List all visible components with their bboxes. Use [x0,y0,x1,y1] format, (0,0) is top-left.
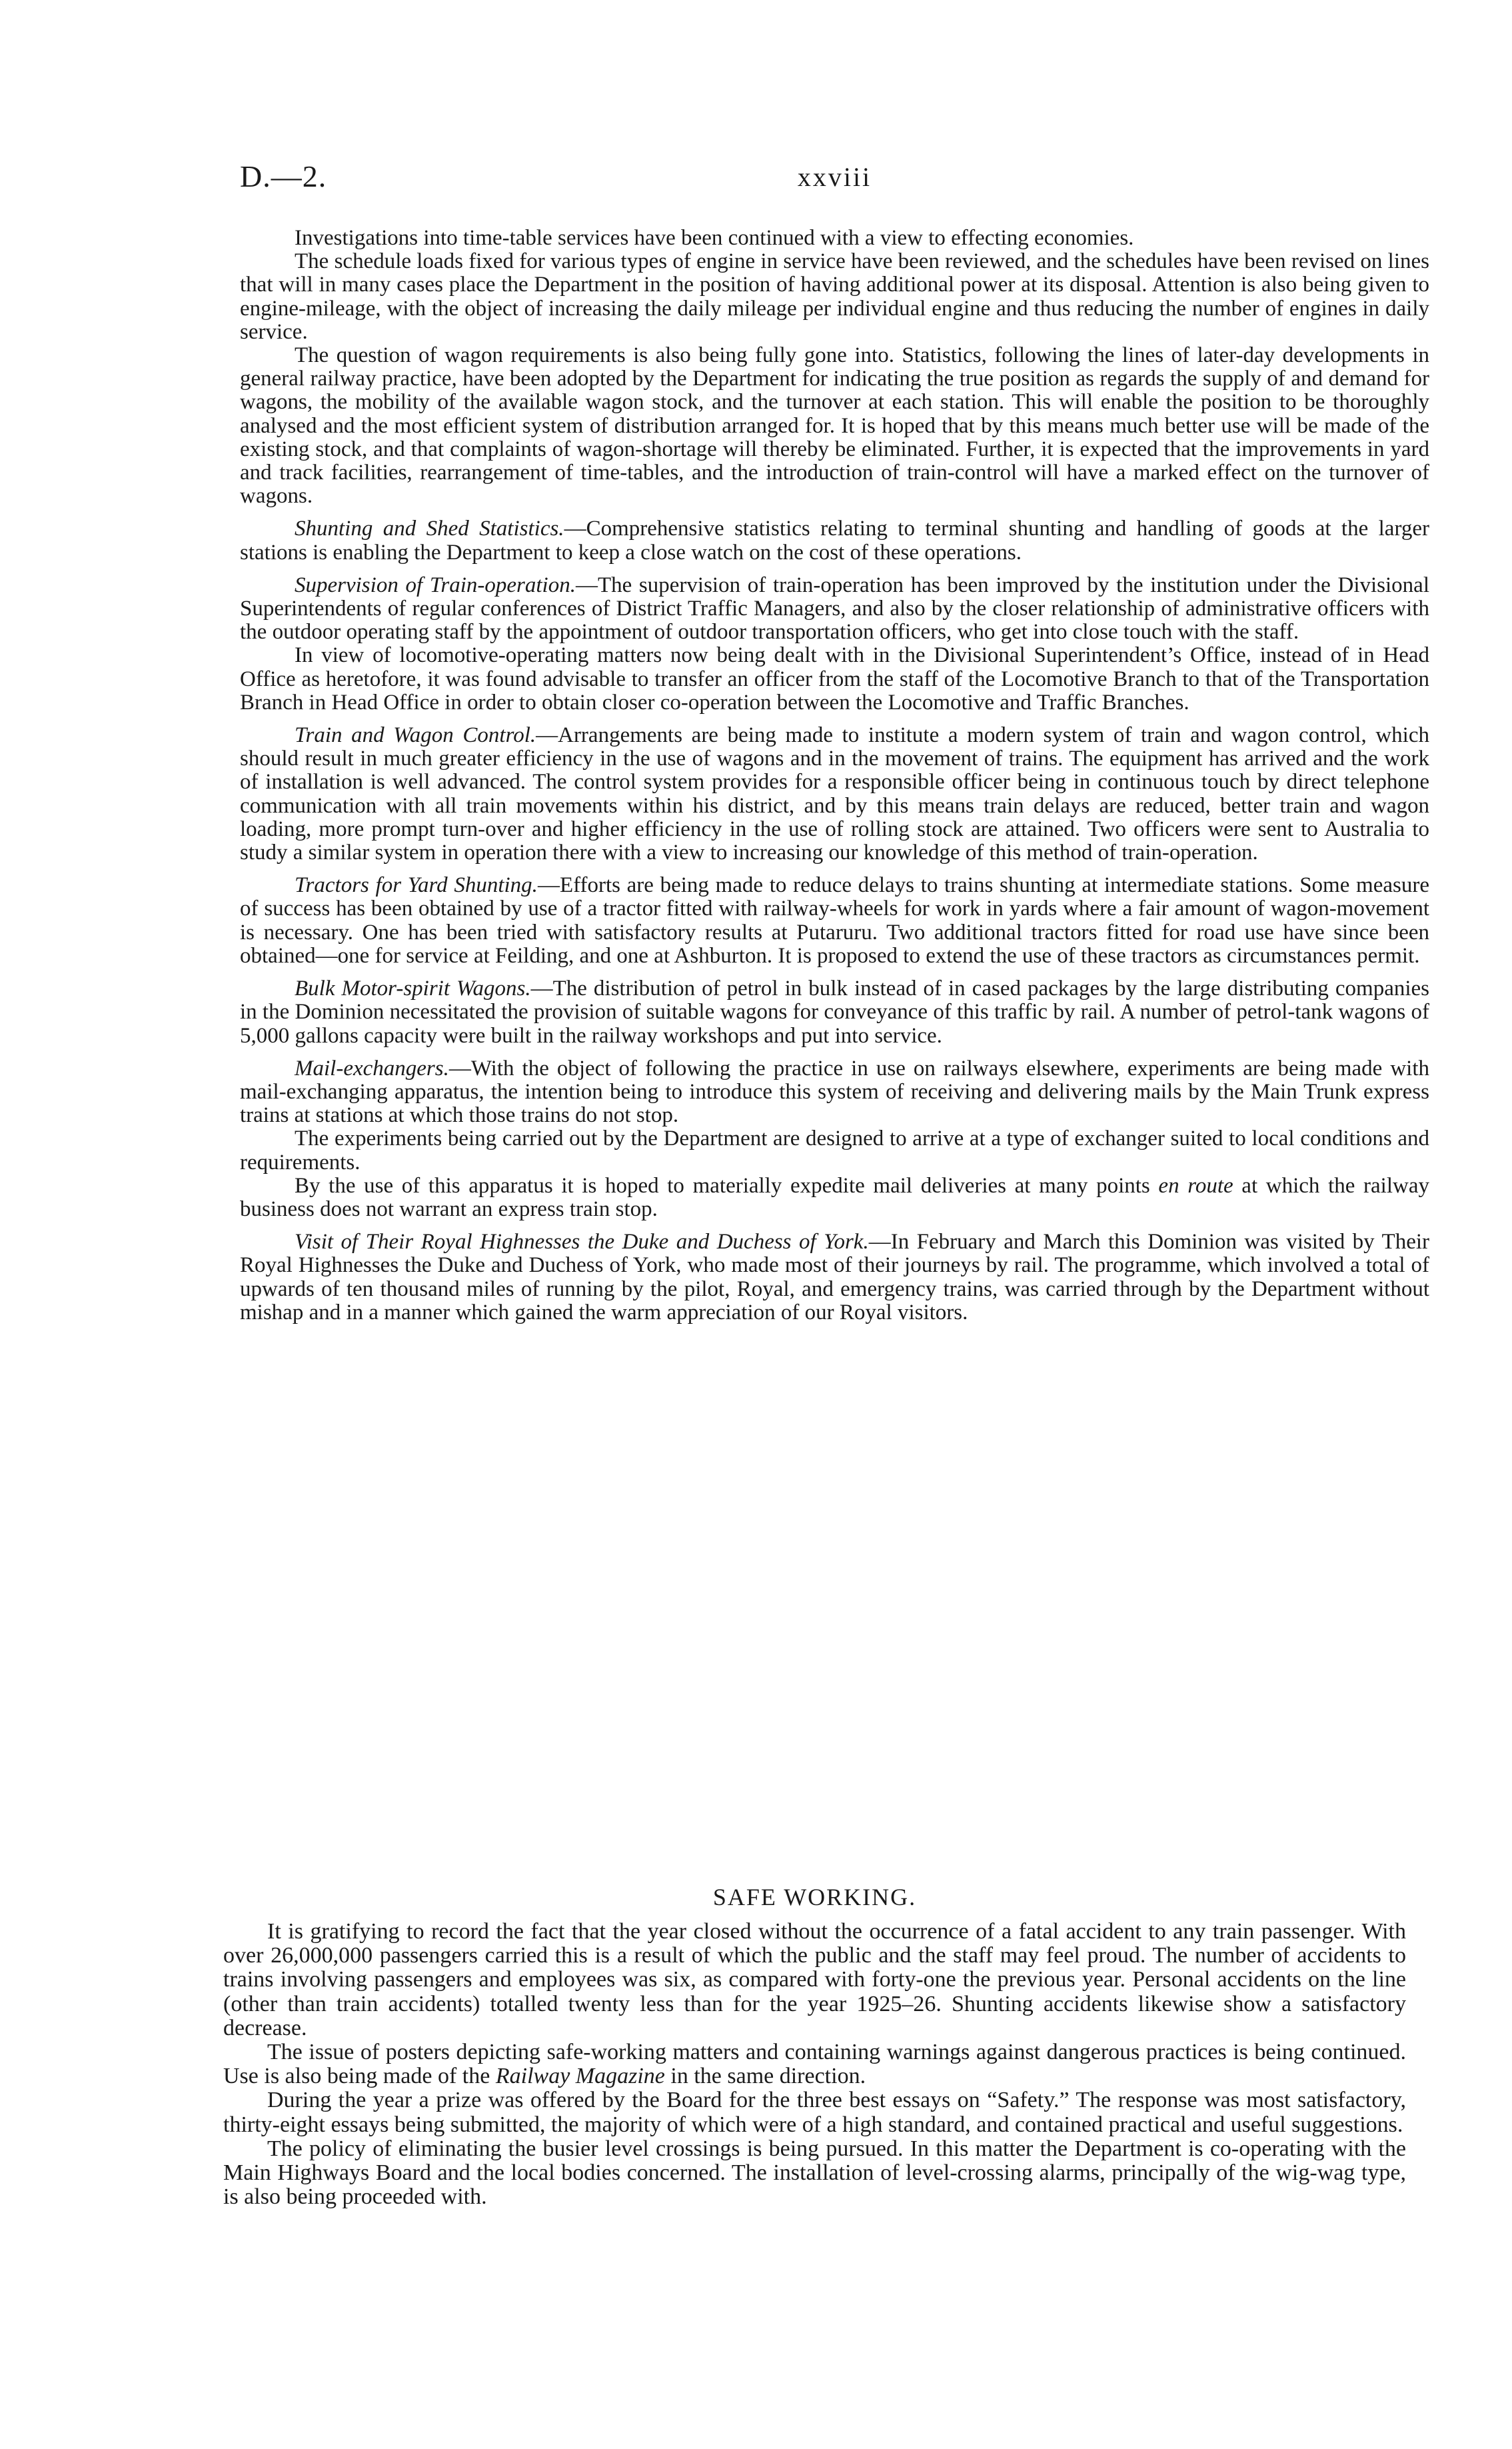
paragraph-title: Supervision of Train-operation. [295,573,576,597]
report-body [240,227,1429,1324]
paragraph-locomotive-operating: In view of locomotive-operating matters now being dealt with in the Divisional Superintendent’s Office, instead of in Head Office as heretofore, it was found advisable to transfer an officer from the staff of the Locomotive Branch to that of the Transportation Branch in Head Office in order to obtain closer co-operation between the Locomotive and Traffic Branches. [240,643,1429,715]
paragraph-mail-exchangers: Mail-exchangers.—With the object of following the practice in use on railways elsewhere, experiments are being made with mail-exchanging apparatus, the intention being to introduce this system of receiving and delivering mails by the Main Trunk express trains at stations at which those trains do not stop. [240,1056,1429,1128]
paragraph-title: Shunting and Shed Statistics. [295,517,564,541]
paragraph-wagon-requirements: The question of wagon requirements is also being fully gone into. Statistics, following the lines of later-day developments in general railway practice, have been adopted by the Department for indicating the true position as regards the supply of and demand for wagons, the mobility of the available wagon stock, and the turnover at each station. This will enable the position to be thoroughly analysed and the most efficient system of distribution arranged for. It is hoped that by this means much better use will be made of the existing stock, and that complaints of wagon-shortage will thereby be eliminated. Further, it is expected that the improvements in yard and track facilities, rearrangement of time-tables, and the introduction of train-control will have a marked effect on the turnover of wagons. [240,343,1429,509]
paragraph-level-crossings: The policy of eliminating the busier level crossings is being pursued. In this matter the Department is co-operating with the Main Highways Board and the local bodies concerned. The installation of level-crossing alarms, principally of the wig-wag type, is also being proceeded with. [223,2136,1406,2210]
paragraph-fatal-accident: It is gratifying to record the fact that the year closed without the occurrence of a fatal accident to any train passenger. With over 26,000,000 passengers carried this is a result of which the public and the staff may feel proud. The number of accidents to trains involving passengers and employees was six, as compared with forty-one the previous year. Personal accidents on the line (other than train accidents) totalled twenty less than for the year 1925–26. Shunting accidents likewise show a satisfactory decrease. [223,1919,1406,2040]
paragraph-bulk-motor-spirit: Bulk Motor-spirit Wagons.—The distribution of petrol in bulk instead of in cased packages by the large distributing companies in the Dominion necessitated the provision of suitable wagons for conveyance of this traffic by rail. A number of petrol-tank wagons of 5,000 gallons capacity were built in the railway workshops and put into service. [240,977,1429,1048]
paragraph-royal-visit: Visit of Their Royal Highnesses the Duke and Duchess of York.—In February and March this Dominion was visited by Their Royal Highnesses the Duke and Duchess of York, who made most of their journeys by rail. The programme, which involved a total of upwards of ten thousand miles of running by the pilot, Royal, and emergency trains, was carried through by the Department without mishap and in a manner which gained the warm appreciation of our Royal visitors. [240,1230,1429,1324]
paragraph-title: Bulk Motor-spirit Wagons. [295,977,531,1001]
paragraph-title: Train and Wagon Control. [295,723,536,748]
paragraph-apparatus: By the use of this apparatus it is hoped to materially expedite mail deliveries at many points en route at which the railway business does not warrant an express train stop. [240,1173,1429,1221]
paragraph-title: Mail-exchangers. [295,1056,449,1081]
page-number: xxviii [797,162,872,192]
paragraph-posters: The issue of posters depicting safe-working matters and containing warnings against dangerous practices is being continued. Use is also being made of the Railway Magazine in the same direction. [223,2040,1406,2089]
safe-working-body [223,1920,1406,2209]
page-header [240,159,1429,199]
paragraph-train-wagon-control: Train and Wagon Control.—Arrangements are being made to institute a modern system of train and wagon control, which should result in much greater efficiency in the use of wagons and in the movement of trains. The equipment has arrived and the work of installation is well advanced. The control system provides for a responsible officer being in continuous touch by direct telephone communication with all train movements within his district, and by this means train delays are reduced, better train and wagon loading, more prompt turn-over and higher efficiency in the use of rolling stock are attained. Two officers were sent to Australia to study a similar system in operation there with a view to increasing our knowledge of this method of train-operation. [240,723,1429,865]
paragraph-title: Visit of Their Royal Highnesses the Duke and Duchess of York. [295,1230,869,1254]
section-heading-safe-working: SAFE WORKING. [712,1884,917,1910]
paragraph-tractors: Tractors for Yard Shunting.—Efforts are being made to reduce delays to trains shunting at intermediate stations. Some measure of success has been obtained by use of a tractor fitted with railway-wheels for work in yards where a fair amount of wagon-movement is necessary. One has been tried with satisfactory results at Putaruru. Two additional tractors fitted for road use have since been obtained—one for service at Feilding, and one at Ashburton. It is proposed to extend the use of these tractors as circumstances permit. [240,873,1429,968]
paragraph-experiments: The experiments being carried out by the Department are designed to arrive at a type of exchanger suited to local conditions and requirements. [240,1127,1429,1175]
paragraph-supervision: Supervision of Train-operation.—The supervision of train-operation has been improved by the institution under the Divisional Superintendents of regular conferences of District Traffic Managers, and also by the closer relationship of administrative officers with the outdoor operating staff by the appointment of outdoor transportation officers, who get into close touch with the staff. [240,573,1430,645]
paragraph-timetable: Investigations into time-table services have been continued with a view to effecting economies. [295,226,1134,250]
paragraph-schedule-loads: The schedule loads fixed for various types of engine in service have been reviewed, and the schedules have been revised on lines that will in many cases place the Department in the position of having additional power at its disposal. Attention is also being given to engine-mileage, with the object of increasing the daily mileage per individual engine and thus reducing the number of engines in daily service. [240,249,1429,344]
paragraph-shunting-statistics: Shunting and Shed Statistics.—Comprehensive statistics relating to terminal shunting and handling of goods at the larger stations is enabling the Department to keep a close watch on the cost of these operations. [240,517,1429,565]
paragraph-title: Tractors for Yard Shunting. [295,873,538,898]
paragraph-essay-prize: During the year a prize was offered by the Board for the three best essays on “Safety.” The response was most satisfactory, thirty-eight essays being submitted, the majority of which were of a high standard, and contained practical and useful suggestions. [223,2088,1406,2137]
document-reference: D.—2. [240,159,327,193]
